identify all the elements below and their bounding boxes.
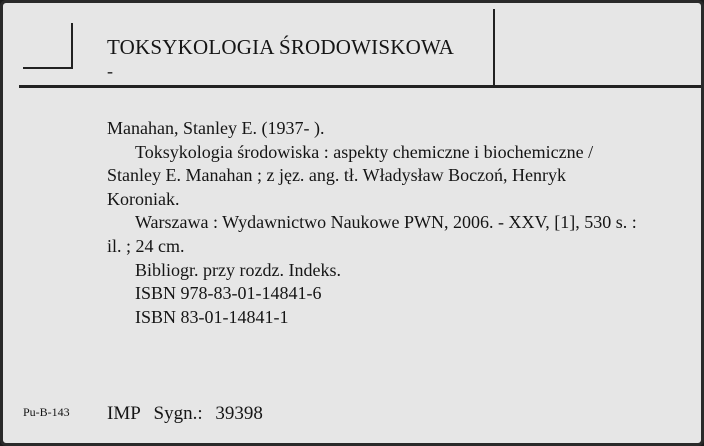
heading-divider	[493, 9, 495, 85]
sygn-value: 39398	[215, 403, 263, 424]
corner-mark-vertical	[71, 23, 73, 68]
record-body	[107, 117, 637, 329]
heading-rule	[19, 85, 701, 88]
call-number	[107, 403, 271, 425]
subject-heading: TOKSYKOLOGIA ŚRODOWISKOWA	[107, 35, 455, 59]
publication-statement: Warszawa : Wydawnictwo Naukowe PWN, 2006. - XXV, [1], 530 s. : il. ; 24 cm.	[107, 212, 637, 256]
isbn-13: ISBN 978-83-01-14841-6	[135, 283, 322, 304]
corner-mark-horizontal	[23, 67, 73, 69]
sygn-label: Sygn.:	[153, 403, 203, 424]
bibliography-note: Bibliogr. przy rozdz. Indeks.	[135, 259, 341, 280]
imp-label: IMP	[107, 403, 141, 424]
library-code: Pu-B-143	[23, 405, 70, 419]
subject-heading-dash: -	[107, 61, 113, 81]
isbn-10: ISBN 83-01-14841-1	[135, 306, 289, 327]
title-statement: Toksykologia środowiska : aspekty chemiczne i biochemiczne / Stanley E. Manahan ; z jęz. ang. tł. Władysław Boczoń, Henryk Koroniak.	[107, 141, 594, 209]
author-entry: Manahan, Stanley E. (1937- ).	[107, 118, 325, 138]
